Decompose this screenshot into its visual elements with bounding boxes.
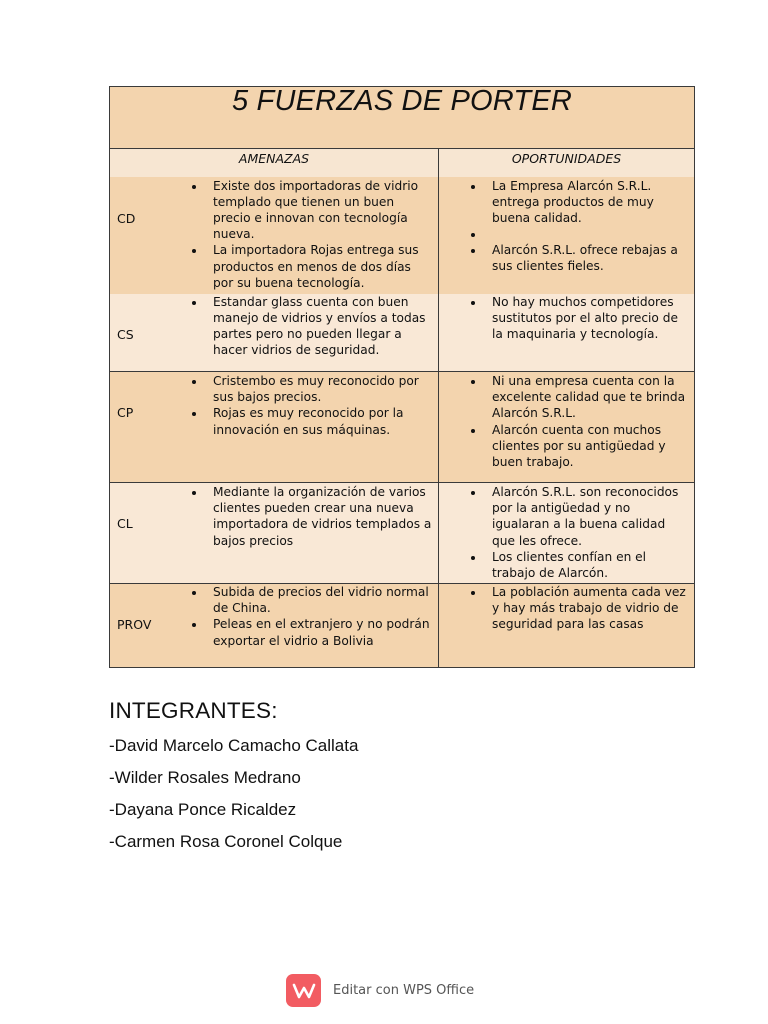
list-item: La población aumenta cada vez y hay más trabajo de vidrio de seguridad para las casas bbox=[439, 584, 694, 633]
list-item: Alarcón cuenta con muchos clientes por su antigüedad y buen trabajo. bbox=[439, 422, 694, 471]
list-item: No hay muchos competidores sustitutos por el alto precio de la maquinaria y tecnología. bbox=[439, 294, 694, 343]
list-item: Los clientes confían en el trabajo de Alarcón. bbox=[439, 549, 694, 581]
opportunities-cell bbox=[439, 294, 695, 372]
threats-cell bbox=[110, 177, 439, 294]
members-title: INTEGRANTES: bbox=[109, 698, 278, 723]
list-item: Estandar glass cuenta con buen manejo de vidrios y envíos a todas partes pero no pueden llegar a hacer vidrios de seguridad. bbox=[110, 294, 438, 359]
opportunities-header: OPORTUNIDADES bbox=[439, 149, 695, 177]
threats-cell bbox=[110, 483, 439, 584]
member-name: -Dayana Ponce Ricaldez bbox=[109, 800, 297, 819]
list-item: La importadora Rojas entrega sus productos en menos de dos días por su buena tecnología. bbox=[110, 242, 438, 291]
list-item: Existe dos importadoras de vidrio templado que tienen un buen precio e innovan con tecnología nueva. bbox=[110, 178, 438, 243]
list-item: Mediante la organización de varios clientes pueden crear una nueva importadora de vidrios templados a bajos precios bbox=[110, 484, 438, 549]
porter-forces-table bbox=[109, 86, 695, 668]
table-row bbox=[110, 177, 695, 294]
opportunities-cell bbox=[439, 483, 695, 584]
list-item: Subida de precios del vidrio normal de China. bbox=[110, 584, 438, 616]
threats-cell bbox=[110, 584, 439, 668]
list-item: La Empresa Alarcón S.R.L. entrega productos de muy buena calidad. bbox=[439, 178, 694, 227]
table-row bbox=[110, 584, 695, 668]
member-name: -Carmen Rosa Coronel Colque bbox=[109, 832, 343, 851]
table-row bbox=[110, 372, 695, 483]
member-name: -Wilder Rosales Medrano bbox=[109, 768, 301, 787]
threats-cell bbox=[110, 372, 439, 483]
opportunities-cell bbox=[439, 177, 695, 294]
list-item: Alarcón S.R.L. son reconocidos por la antigüedad y no igualaran a la buena calidad que les ofrece. bbox=[439, 484, 694, 549]
list-item: Peleas en el extranjero y no podrán exportar el vidrio a Bolivia bbox=[110, 616, 438, 648]
opportunities-cell bbox=[439, 372, 695, 483]
wps-edit-label: Editar con WPS Office bbox=[333, 983, 475, 998]
row-code: CD bbox=[117, 210, 136, 226]
table-title: 5 FUERZAS DE PORTER bbox=[110, 87, 695, 149]
wps-edit-link[interactable] bbox=[286, 974, 474, 1007]
threats-cell bbox=[110, 294, 439, 372]
list-item: Ni una empresa cuenta con la excelente calidad que te brinda Alarcón S.R.L. bbox=[439, 373, 694, 422]
opportunities-cell bbox=[439, 584, 695, 668]
row-code: CS bbox=[117, 326, 134, 342]
row-code: CP bbox=[117, 405, 134, 420]
table-row bbox=[110, 294, 695, 372]
list-item: Cristembo es muy reconocido por sus bajos precios. bbox=[110, 373, 438, 405]
row-code: PROV bbox=[117, 617, 152, 632]
list-item: Alarcón S.R.L. ofrece rebajas a sus clientes fieles. bbox=[439, 242, 694, 274]
row-code: CL bbox=[117, 516, 133, 531]
member-name: -David Marcelo Camacho Callata bbox=[109, 736, 359, 755]
threats-header: AMENAZAS bbox=[110, 149, 439, 177]
table-row bbox=[110, 483, 695, 584]
wps-office-logo-icon bbox=[286, 974, 321, 1007]
list-item: Rojas es muy reconocido por la innovación en sus máquinas. bbox=[110, 405, 438, 437]
